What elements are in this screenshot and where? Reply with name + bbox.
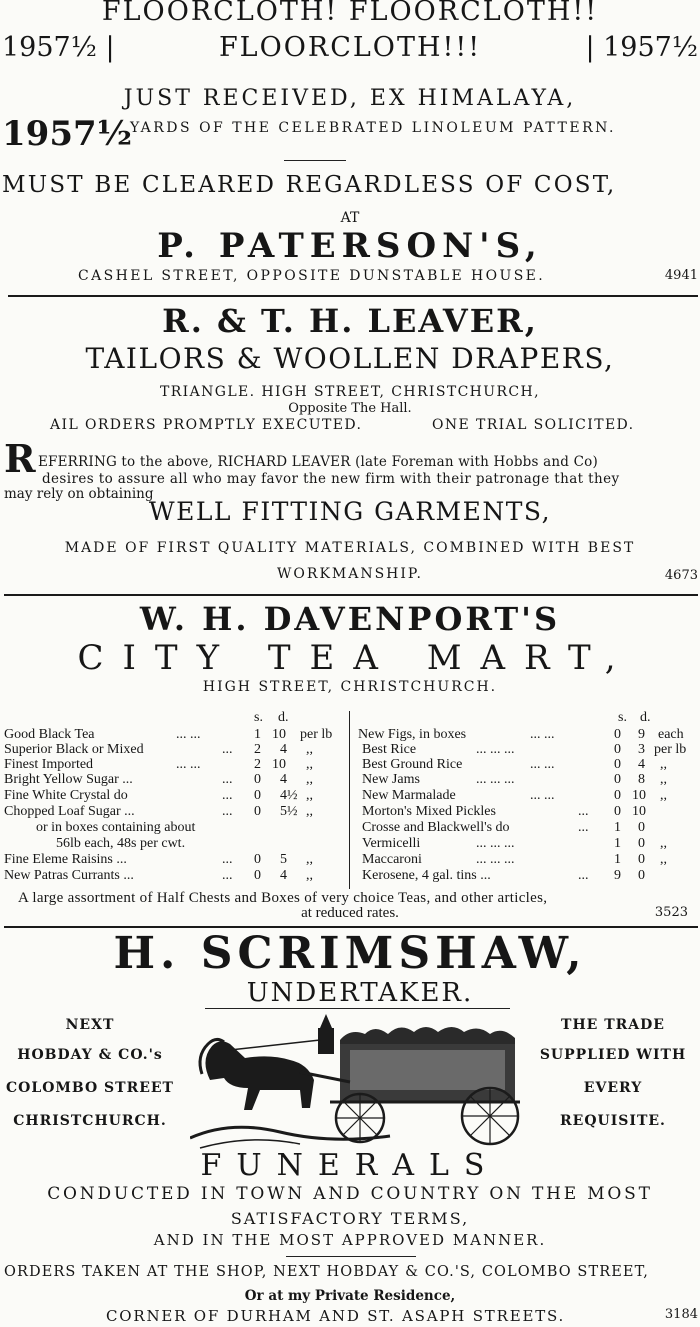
price-s: 2	[254, 757, 261, 772]
leader-dots: ...	[578, 820, 589, 835]
price-s: 0	[254, 788, 261, 803]
leader-dots: ... ... ...	[476, 742, 515, 757]
leader-dots: ... ... ...	[476, 836, 515, 851]
price-unit: ,,	[660, 836, 667, 851]
item-name: Crosse and Blackwell's do	[362, 820, 510, 835]
item-name: Finest Imported	[4, 757, 94, 772]
price-s: 0	[254, 868, 261, 883]
price-unit: ,,	[306, 852, 313, 867]
leader-dots: ... ...	[176, 727, 201, 742]
item-name: Vermicelli	[362, 836, 421, 851]
item-name: New Patras Currants ...	[4, 868, 134, 883]
item-name: New Figs, in boxes	[358, 727, 467, 742]
item-name: Fine Eleme Raisins ...	[4, 852, 127, 867]
ad-ref: 3523	[654, 905, 688, 920]
price-s: 1	[254, 727, 261, 742]
price-d: 10	[272, 757, 286, 772]
item-name: Good Black Tea	[4, 727, 95, 742]
divider	[8, 295, 698, 297]
price-d: 0	[638, 836, 645, 851]
body-line-3: may rely on obtaining	[4, 486, 154, 502]
leader-dots: ... ...	[176, 757, 201, 772]
price-d: 8	[638, 772, 645, 787]
conducted-line: CONDUCTED IN TOWN AND COUNTRY ON THE MOST	[47, 1184, 653, 1204]
quantity-right: | 1957½	[585, 32, 698, 63]
ad-ref: 4673	[664, 568, 698, 583]
body-line-1: EFERRING to the above, RICHARD LEAVER (late Foreman with Hobbs and Co)	[38, 454, 598, 470]
leader-dots: ...	[222, 868, 233, 883]
item-name: Chopped Loaf Sugar ...	[4, 804, 135, 819]
firm-leaver: R. & T. H. LEAVER,	[162, 302, 538, 340]
item-name: Kerosene, 4 gal. tins ...	[362, 868, 491, 883]
leaver-address: TRIANGLE. HIGH STREET, CHRISTCHURCH,	[160, 384, 540, 400]
right-line-1: THE TRADE	[561, 1017, 665, 1033]
price-s: 0	[254, 804, 261, 819]
firm-paterson: P. PATERSON'S,	[157, 226, 543, 266]
rule	[286, 1256, 416, 1257]
leader-dots: ...	[222, 772, 233, 787]
quantity-left: 1957½ |	[2, 32, 115, 63]
leader-dots: ...	[222, 852, 233, 867]
item-name: New Marmalade	[362, 788, 456, 803]
price-s: 0	[254, 852, 261, 867]
price-d: 10	[632, 804, 646, 819]
price-s: 0	[614, 757, 621, 772]
residence-line: Or at my Private Residence,	[244, 1288, 456, 1304]
item-name: Fine White Crystal do	[4, 788, 128, 803]
leader-dots: ... ... ...	[476, 852, 515, 867]
price-d: 0	[638, 868, 645, 883]
footer-line-2: at reduced rates.	[301, 905, 399, 921]
rule	[284, 160, 346, 161]
left-line-4: CHRISTCHURCH.	[13, 1113, 167, 1129]
price-unit: ,,	[306, 757, 313, 772]
price-d: 4	[638, 757, 645, 772]
manner-line: AND IN THE MOST APPROVED MANNER.	[153, 1231, 547, 1249]
hearse-engraving	[190, 1010, 530, 1150]
item-name: Best Rice	[362, 742, 417, 757]
price-unit: ,,	[306, 788, 313, 803]
price-unit: ,,	[306, 772, 313, 787]
price-d: 4	[280, 772, 287, 787]
price-unit: ,,	[660, 852, 667, 867]
price-unit: ,,	[660, 772, 667, 787]
price-d: 4	[280, 868, 287, 883]
leader-dots: ...	[578, 868, 589, 883]
price-unit: per lb	[654, 742, 687, 757]
ad-ref: 3184	[664, 1307, 698, 1322]
leader-dots: ...	[222, 788, 233, 803]
corner-line: CORNER OF DURHAM AND ST. ASAPH STREETS.	[106, 1307, 566, 1325]
firm-scrimshaw: H. SCRIMSHAW,	[113, 928, 587, 979]
col-s-label: s.	[618, 710, 627, 725]
price-s: 9	[614, 868, 621, 883]
leader-dots: ...	[578, 804, 589, 819]
price-unit: ,,	[306, 804, 313, 819]
price-unit: ,,	[306, 742, 313, 757]
headline-floorcloth-1: FLOORCLOTH! FLOORCLOTH!!	[101, 0, 599, 27]
funerals: FUNERALS	[200, 1148, 500, 1183]
city-tea-mart: CITY TEA MART,	[77, 638, 635, 678]
leader-dots: ...	[222, 742, 233, 757]
undertaker: UNDERTAKER.	[246, 978, 474, 1008]
drop-cap: R	[4, 436, 36, 481]
trial-line: ONE TRIAL SOLICITED.	[432, 417, 635, 433]
price-s: 1	[614, 820, 621, 835]
price-unit: ,,	[306, 868, 313, 883]
price-d: 10	[632, 788, 646, 803]
item-name: Superior Black or Mixed	[4, 742, 144, 757]
price-s: 2	[254, 742, 261, 757]
item-name: Bright Yellow Sugar ...	[4, 772, 133, 787]
price-s: 0	[614, 742, 621, 757]
well-fitting: WELL FITTING GARMENTS,	[148, 497, 552, 526]
just-received: JUST RECEIVED, EX HIMALAYA,	[123, 86, 577, 111]
price-s: 0	[614, 727, 621, 742]
terms-line: SATISFACTORY TERMS,	[230, 1209, 470, 1228]
opposite-line: Opposite The Hall.	[288, 401, 412, 416]
price-d: 4	[280, 742, 287, 757]
price-d: 0	[638, 852, 645, 867]
headline-floorcloth-2: FLOORCLOTH!!!	[218, 32, 482, 63]
orders-line: AIL ORDERS PROMPTLY EXECUTED.	[50, 417, 363, 433]
quantity-big: 1957½	[2, 114, 133, 154]
leader-dots: ...	[222, 804, 233, 819]
trade-line: TAILORS & WOOLLEN DRAPERS,	[85, 342, 615, 375]
made-line-2: WORKMANSHIP.	[277, 566, 423, 582]
price-s: 1	[614, 836, 621, 851]
right-line-2: SUPPLIED WITH	[539, 1047, 687, 1063]
footer-line-1: A large assortment of Half Chests and Boxes of very choice Teas, and other articles,	[18, 890, 548, 906]
leader-dots: ... ...	[530, 788, 555, 803]
boxes-line-2: 56lb each, 48s per cwt.	[56, 836, 186, 851]
price-unit: per lb	[300, 727, 333, 742]
firm-davenport: W. H. DAVENPORT'S	[139, 600, 561, 638]
rule	[205, 1008, 510, 1009]
left-line-3: COLOMBO STREET	[6, 1080, 174, 1096]
item-name: Best Ground Rice	[362, 757, 463, 772]
price-s: 0	[254, 772, 261, 787]
price-d: 0	[638, 820, 645, 835]
divider	[4, 594, 698, 596]
price-d: 3	[638, 742, 645, 757]
item-name: Maccaroni	[362, 852, 422, 867]
col-d-label: d.	[640, 710, 651, 725]
price-s: 0	[614, 788, 621, 803]
item-name: New Jams	[362, 772, 420, 787]
leader-dots: ... ...	[530, 757, 555, 772]
col-d-label: d.	[278, 710, 289, 725]
ad-ref: 4941	[664, 268, 698, 283]
price-unit: ,,	[660, 788, 667, 803]
leader-dots: ... ...	[530, 727, 555, 742]
price-d: 4½	[280, 788, 298, 803]
left-line-2: HOBDAY & CO.'s	[17, 1047, 163, 1063]
column-divider	[349, 711, 350, 889]
price-d: 10	[272, 727, 286, 742]
paterson-address: CASHEL STREET, OPPOSITE DUNSTABLE HOUSE.	[78, 268, 546, 284]
body-line-2: desires to assure all who may favor the new firm with their patronage that they	[42, 471, 620, 487]
yards-line: YARDS OF THE CELEBRATED LINOLEUM PATTERN.	[130, 120, 616, 136]
price-s: 0	[614, 804, 621, 819]
boxes-line-1: or in boxes containing about	[36, 820, 196, 835]
price-unit: ,,	[660, 757, 667, 772]
right-line-4: REQUISITE.	[560, 1113, 666, 1129]
price-unit: each	[658, 727, 684, 742]
price-d: 5	[280, 852, 287, 867]
price-s: 0	[614, 772, 621, 787]
price-d: 9	[638, 727, 645, 742]
davenport-address: HIGH STREET, CHRISTCHURCH.	[202, 679, 498, 695]
item-name: Morton's Mixed Pickles	[362, 804, 496, 819]
at-label: AT	[340, 210, 360, 226]
cleared-line: MUST BE CLEARED REGARDLESS OF COST,	[2, 172, 617, 198]
leader-dots: ... ... ...	[476, 772, 515, 787]
right-line-3: EVERY	[583, 1080, 643, 1096]
made-line-1: MADE OF FIRST QUALITY MATERIALS, COMBINED WITH BEST	[64, 540, 636, 556]
price-d: 5½	[280, 804, 298, 819]
col-s-label: s.	[254, 710, 263, 725]
left-line-1: NEXT	[65, 1017, 115, 1033]
orders-line: ORDERS TAKEN AT THE SHOP, NEXT HOBDAY & CO.'S, COLOMBO STREET,	[4, 1264, 649, 1280]
price-s: 1	[614, 852, 621, 867]
